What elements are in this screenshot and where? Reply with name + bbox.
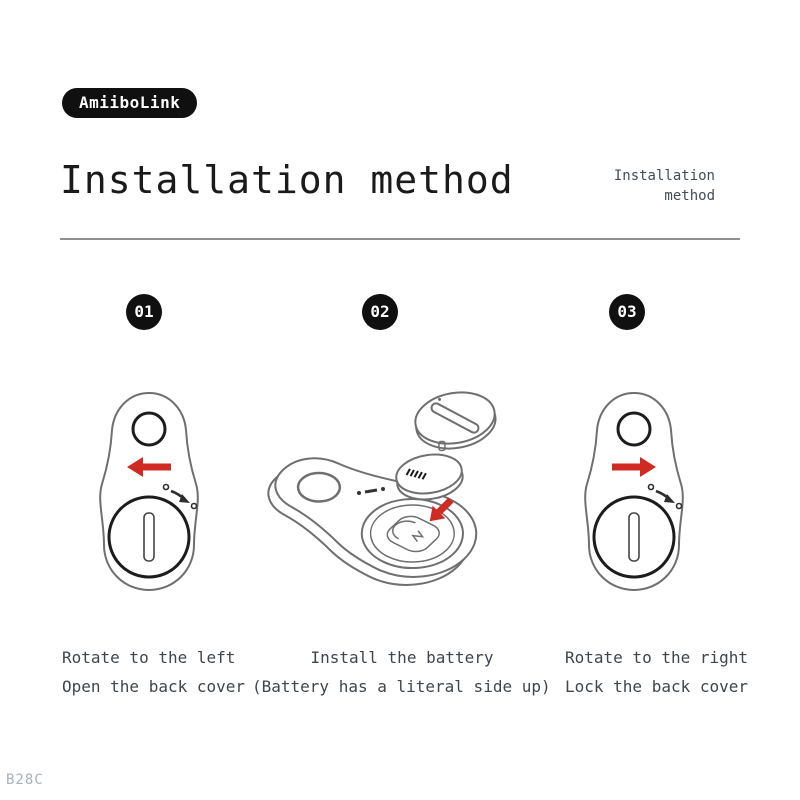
step-2-caption-line-2: (Battery has a literal side up)	[252, 677, 551, 696]
step-1-caption-line-2: Open the back cover	[62, 677, 246, 696]
step-3-badge: 03	[609, 294, 645, 330]
subtitle-line-2: method	[664, 188, 715, 204]
subtitle-line-1: Installation	[613, 168, 715, 184]
step-1-illustration-fob-arrow-left	[65, 380, 235, 610]
back-cover	[411, 386, 499, 454]
step-3-caption-line-1: Rotate to the right	[565, 648, 749, 667]
step-2-badge: 02	[362, 294, 398, 330]
step-3-caption-line-2: Lock the back cover	[565, 677, 749, 696]
keyring-hole	[618, 413, 650, 445]
watermark-text: B28C	[6, 772, 44, 788]
brand-badge: AmiiboLink	[62, 88, 197, 118]
step-2-illustration-install-battery	[255, 380, 505, 615]
subtitle	[614, 166, 715, 206]
keyring-hole	[133, 413, 165, 445]
step-1-caption-line-1: Rotate to the left	[62, 648, 236, 667]
divider-line	[60, 238, 740, 240]
coin-slot	[144, 513, 154, 561]
step-1-badge: 01	[126, 294, 162, 330]
page-title: Installation method	[60, 158, 514, 202]
coin-slot	[629, 513, 639, 561]
step-2-caption-line-1: Install the battery	[310, 648, 494, 667]
rim-dot-1	[357, 491, 361, 495]
step-3-illustration-fob-arrow-right	[550, 380, 720, 610]
rim-dash	[365, 490, 377, 492]
rim-dot-2	[381, 487, 385, 491]
